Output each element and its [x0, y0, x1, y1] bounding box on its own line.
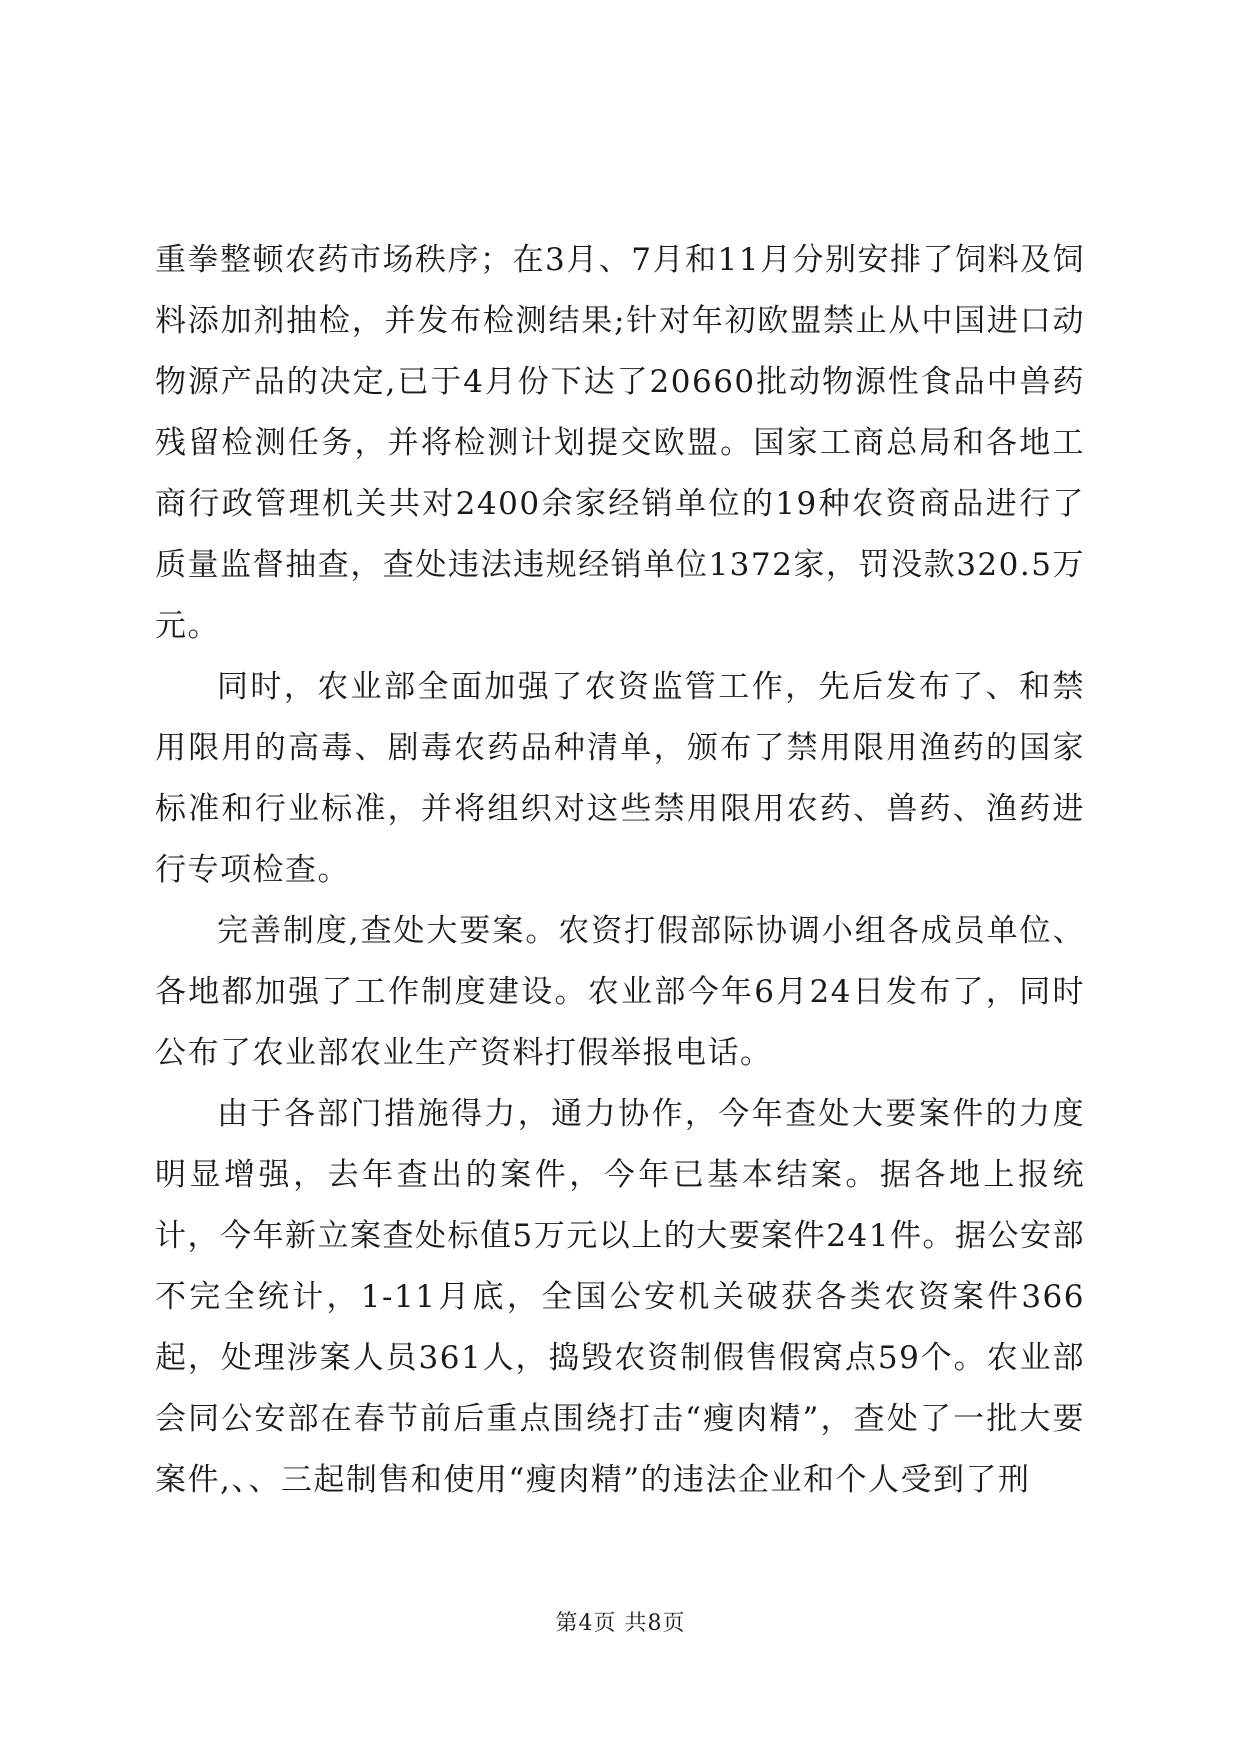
paragraph-continuation: 重拳整顿农药市场秩序；在3月、7月和11月分别安排了饲料及饲料添加剂抽检，并发布检测结果;针对年初欧盟禁止从中国进口动物源产品的决定,已于4月份下达了20660批动物源性食品中兽药残留检测任务，并将检测计划提交欧盟。国家工商总局和各地工商行政管理机关共对2400余家经销单位的19种农资商品进行了质量监督抽查，查处违法违规经销单位1372家，罚没款320.5万元。	[155, 242, 1085, 644]
paragraph-supervision: 同时，农业部全面加强了农资监管工作，先后发布了、和禁用限用的高毒、剧毒农药品种清单，颁布了禁用限用渔药的国家标准和行业标准，并将组织对这些禁用限用农药、兽药、渔药进行专项检查。	[155, 669, 1085, 888]
document-body	[155, 230, 1085, 1511]
paragraph-case-statistics: 由于各部门措施得力，通力协作，今年查处大要案件的力度明显增强，去年查出的案件，今年已基本结案。据各地上报统计，今年新立案查处标值5万元以上的大要案件241件。据公安部不完全统计，1-11月底，全国公安机关破获各类农资案件366起，处理涉案人员361人，捣毁农资制假售假窝点59个。农业部会同公安部在春节前后重点围绕打击“瘦肉精”，查处了一批大要案件,、、三起制售和使用“瘦肉精”的违法企业和个人受到了刑	[155, 1096, 1085, 1498]
page-number-footer: 第4页 共8页	[555, 1611, 686, 1636]
paragraph-system-improvement: 完善制度,查处大要案。农资打假部际协调小组各成员单位、各地都加强了工作制度建设。农业部今年6月24日发布了，同时公布了农业部农业生产资料打假举报电话。	[155, 913, 1085, 1071]
